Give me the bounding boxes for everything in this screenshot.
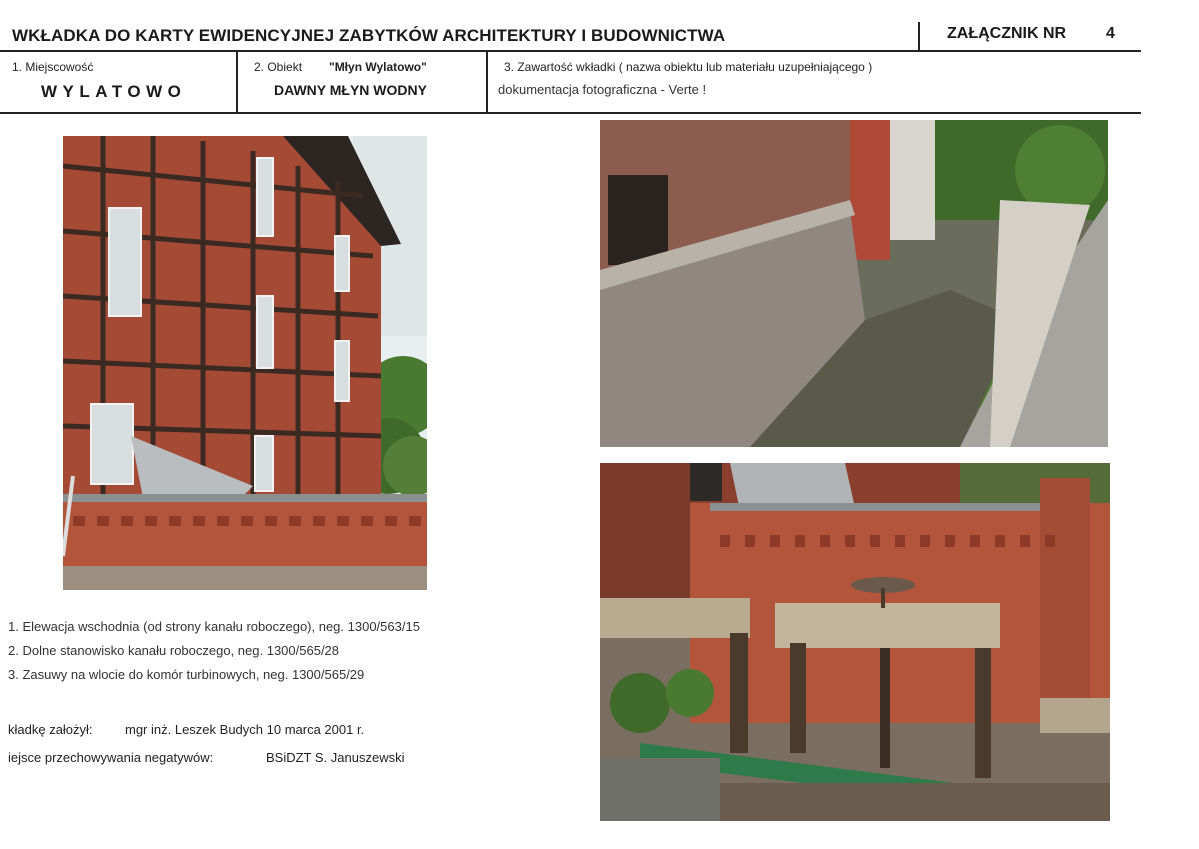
- photo-east-elevation: [63, 136, 427, 590]
- storage-value: BSiDZT S. Januszewski: [266, 750, 405, 765]
- storage-label: iejsce przechowywania negatywów:: [8, 750, 214, 765]
- field-divider-2: [486, 52, 488, 114]
- locality-label: 1. Miejscowość: [12, 60, 94, 74]
- object-value: DAWNY MŁYN WODNY: [274, 82, 427, 98]
- author-label: kładkę założył:: [8, 722, 93, 737]
- content-label: 3. Zawartość wkładki ( nazwa obiektu lub materiału uzupełniającego ): [504, 60, 873, 74]
- field-divider-1: [236, 52, 238, 114]
- header-rule: [0, 50, 1141, 52]
- header-divider: [918, 22, 920, 50]
- attachment-number: 4: [1106, 25, 1115, 42]
- fields-rule: [0, 112, 1141, 114]
- photo-turbine-gates: [600, 463, 1110, 821]
- caption-2: 2. Dolne stanowisko kanału roboczego, neg. 1300/565/28: [8, 643, 340, 658]
- object-label: 2. Obiekt: [254, 60, 303, 74]
- author-value: mgr inż. Leszek Budych 10 marca 2001 r.: [125, 722, 365, 737]
- content-value: dokumentacja fotograficzna - Verte !: [498, 82, 707, 97]
- locality-value: WYLATOWO: [41, 82, 187, 101]
- attachment-label: ZAŁĄCZNIK NR: [947, 25, 1067, 42]
- photo-canal-lower-stage: [600, 120, 1108, 447]
- caption-1: 1. Elewacja wschodnia (od strony kanału roboczego), neg. 1300/563/15: [8, 619, 420, 634]
- caption-3: 3. Zasuwy na wlocie do komór turbinowych, neg. 1300/565/29: [8, 667, 365, 682]
- form-title: WKŁADKA DO KARTY EWIDENCYJNEJ ZABYTKÓW ARCHITEKTURY I BUDOWNICTWA: [12, 26, 726, 45]
- object-name: "Młyn Wylatowo": [329, 60, 427, 74]
